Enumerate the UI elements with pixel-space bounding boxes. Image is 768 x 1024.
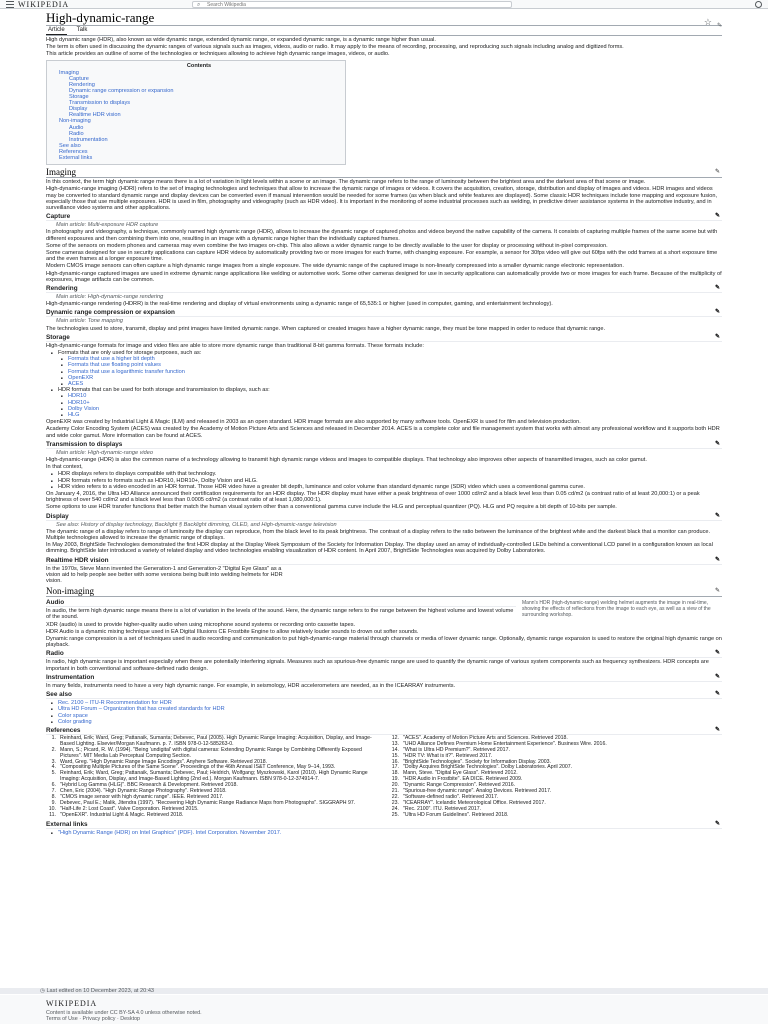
references-column-right [389, 736, 722, 819]
section-transmission [46, 441, 722, 449]
section-storage [46, 334, 722, 342]
top-bar [0, 0, 768, 9]
watch-star-icon[interactable]: ☆ [703, 17, 712, 27]
license-text: Content is available under CC BY-SA 4.0 unless otherwise noted. [46, 1010, 202, 1016]
edit-section-icon[interactable]: ✎ [714, 512, 720, 519]
reference-text: "Hybrid Log Gamma (HLG)". BBC Research & Development. Retrieved 2018. [60, 782, 238, 789]
reference-number[interactable]: 14. [391, 746, 399, 753]
section-heading: Non-imaging [46, 586, 94, 597]
intro-paragraph: The term is often used in discussing the dynamic ranges of various signals such as images, videos, audio or radio. It may apply to the means of recording, processing, and reproducing such signals including analog and digitized forms. [46, 44, 624, 51]
reference-number[interactable]: 3. [51, 758, 56, 765]
list-item[interactable]: ■ Ultra HD Forum – Organization that has created standards for HDR [46, 706, 722, 712]
list-item: ■ HDR formats that can be used for both storage and transmission to displays, such as: [46, 387, 722, 393]
search-input[interactable] [207, 2, 497, 7]
list-item: ■ HDR displays refers to displays compatible with that technology. [46, 471, 722, 477]
search-box[interactable] [192, 1, 512, 8]
toc-item[interactable]: Capture [69, 75, 89, 82]
menu-icon[interactable] [6, 1, 14, 8]
reference-number[interactable]: 12. [391, 734, 399, 741]
paragraph: Dynamic range compression is a set of techniques used in audio recording and communication to put high-dynamic-range material through channels or media of lower dynamic range. Optionally, dynamic range expansion is used to restore the original high dynamic range on playback. [46, 636, 722, 649]
tab-article[interactable]: Article [48, 27, 65, 33]
paragraph: XDR (audio) is used to provide higher-quality audio when using microphone sound systems or recording onto cassette tapes. [46, 621, 356, 628]
reference-text: "Dynamic Range Compression". Retrieved 2016. [403, 782, 516, 789]
reference-text: "What is Ultra HD Premium?". Retrieved 2017. [403, 746, 510, 753]
hatnote[interactable]: Main article: Multi-exposure HDR capture [56, 222, 159, 229]
edit-section-icon[interactable]: ✎ [714, 309, 720, 316]
last-edited-text: Last edited on 10 December 2023, at 20:43 [46, 988, 155, 994]
toc-item[interactable]: Dynamic range compression or expansion [69, 87, 174, 94]
reference-number[interactable]: 22. [391, 793, 399, 800]
edit-section-icon[interactable]: ✎ [714, 333, 720, 340]
hatnote[interactable]: See also: History of display technology, Backlight § Backlight dimming, OLED, and High-dynamic-range television [56, 521, 337, 528]
paragraph: Some options to use HDR transfer functions that better match the human visual system other than a conventional gamma curve include the HLG and perceptual quantizer (PQ). HLG and PQ require a bit depth of 10-bits per sample. [46, 504, 617, 511]
references-column-left [46, 736, 379, 819]
section-heading: Imaging [46, 167, 76, 178]
reference-text: Chen, Eric (2004). "High Dynamic Range Photography". Retrieved 2018. [60, 788, 227, 795]
section-display [46, 513, 722, 521]
edit-section-icon[interactable]: ✎ [714, 284, 720, 291]
reference-text: "Dolby Acquires BrightSide Technologies". Dolby Laboratories. April 2007. [403, 764, 573, 771]
reference-text: "Software-defined radio". Retrieved 2017. [403, 793, 499, 800]
reference-text: "Half-Life 2: Lost Coast". Valve Corporation. Retrieved 2015. [60, 805, 199, 812]
paragraph: High-dynamic-range imaging (HDRI) refers to the set of imaging technologies and techniques that allow to increase the dynamic range of images or videos. It covers the acquisition, creation, storage, distribution and display of images and videos. HDR images and videos may be converted to standard dynamic range and display devices can be converted even if manual intervention would be needed for some frames (as when black and white features are displayed). Some classic HDR techniques include tone mapping and exposure fusion, especially those that use multiple exposures. HDR is used in film, photography and videography (such as HDR video). It is important in the monitoring of some industrial processes such as welding, in predictive driver assistance systems in the automotive industry, and in surveillance video systems and other applications. [46, 186, 718, 211]
toc-title: Contents [186, 62, 212, 69]
paragraph: In photography and videography, a technique, commonly named high dynamic range (HDR), allows to increase the dynamic range of captured photos and videos beyond the native capability of the camera. It consists of capturing multiple frames of the same scene but with different exposures and then combining them into one, resulting in an image with a dynamic range higher than the individually captured frames. [46, 229, 718, 242]
reference-item [46, 736, 379, 748]
page-title: High-dynamic-range [46, 11, 722, 26]
reference-text: Mann, S.; Picard, R. W. (1994). "Being 'undigital' with digital cameras: Extending Dynamic Range by Combining Differently Exposed Pictures". MIT Media Lab Perceptual Computing Section. [60, 746, 362, 759]
list-item[interactable]: ■ Formats that use a higher bit depth [46, 356, 722, 362]
reference-number[interactable]: 2. [51, 746, 56, 753]
paragraph: Modern CMOS image sensors can often capture a high dynamic range images from a single exposure. The wide dynamic range of the captured image is non-linearly compressed into a smaller dynamic range electronic representation. [46, 263, 624, 270]
list-item[interactable]: ■ ACES [46, 381, 722, 387]
reference-number[interactable]: 1. [51, 734, 56, 741]
toc-item[interactable]: Storage [69, 94, 89, 101]
list-item[interactable]: ■ "High Dynamic Range (HDR) on Intel Graphics" (PDF). Intel Corporation. November 2017. [46, 830, 722, 836]
reference-text: "HDR TV: What is it?". Retrieved 2017. [403, 752, 493, 759]
reference-number[interactable]: 20. [391, 782, 399, 789]
toc-item[interactable]: Display [69, 106, 88, 113]
section-rendering [46, 285, 722, 293]
reference-number[interactable]: 16. [391, 758, 399, 765]
wikipedia-wordmark[interactable]: WIKIPEDIA [18, 0, 70, 9]
paragraph: OpenEXR was created by Industrial Light & Magic (ILM) and released in 2003 as an open standard. HDR image formats are also supported by many software tools. OpenEXR is used for film and television production. [46, 419, 581, 426]
edit-section-icon[interactable]: ✎ [714, 440, 720, 447]
reference-text: "Ultra HD Forum Guidelines". Retrieved 2018. [403, 811, 509, 818]
reference-text: "Rec. 2100". ITU. Retrieved 2017. [403, 805, 482, 812]
paragraph: In the 1970s, Steve Mann invented the Generation-1 and Generation-2 "Digital Eye Glass" as a vision aid to help people see better with some versions being built into welding helmets for HDR vision. [46, 565, 283, 585]
table-of-contents [46, 60, 346, 166]
paragraph: In audio, the term high dynamic range means there is a lot of variation in the levels of the sound. Here, the dynamic range refers to the range between the highest volume and lowest volume of the sound. [46, 608, 514, 621]
reference-number[interactable]: 19. [391, 776, 399, 783]
transmission-list [46, 471, 722, 490]
reference-text: Debevec, Paul E.; Malik, Jitendra (1997). "Recovering High Dynamic Range Radiance Maps from Photographs". SIGGRAPH 97. [60, 799, 356, 806]
paragraph: The dynamic range of a display refers to range of luminosity the display can reproduce, from the black level to its peak brightness. The contrast of a display refers to the ratio between the luminance of the brightest white and the darkest black that a monitor can produce. Multiple technologies allowed to increase the dynamic range of displays. [46, 528, 711, 542]
list-item: ■ HDR formats refers to formats such as HDR10, HDR10+, Dolby Vision and HLG. [46, 478, 722, 484]
section-heading: Instrumentation [46, 673, 95, 681]
paragraph: Some cameras designed for use in security applications can capture HDR videos by automatically providing two or more images for each frame, with changing exposure. For example, a sensor for 30fps video will give out 60fps with the odd frames at a short exposure time and the even frames at a longer exposure time. [46, 249, 718, 263]
toc-item[interactable]: References [59, 148, 88, 155]
toc-item[interactable]: Realtime HDR vision [69, 112, 121, 119]
reference-text: Mann, Steve. "Digital Eye Glass". Retrieved 2012. [403, 770, 518, 777]
section-heading: Display [46, 512, 69, 520]
paragraph: In this context, the term high dynamic range means there is a lot of variation in light levels within a scene or an image. The dynamic range refers to the range of luminosity between the brightest area and the darkest area of that scene or image. [46, 179, 646, 186]
section-heading: See also [46, 691, 72, 699]
reference-text: "Compositing Multiple Pictures of the Same Scene". Proceedings of the 46th Annual IS&T Conference, May 9–14, 1993. [60, 764, 336, 771]
hatnote[interactable]: Main article: High-dynamic-range video [56, 449, 154, 456]
edit-section-icon[interactable]: ✎ [714, 588, 720, 595]
hatnote[interactable]: Main article: High-dynamic-range rendering [56, 293, 164, 300]
section-external-links [46, 821, 722, 829]
section-references [46, 727, 722, 735]
reference-text: Reinhard, Erik; Ward, Greg; Pattanaik, Sumanta; Debevec, Paul; Heidrich, Wolfgang; Myszkowski, Karol (2010). High Dynamic Range Imaging: Acquisition, Display, and Image-Based Lighting (2nd ed.). Morgan Kaufmann. ISBN 978-0-12-374914-7. [60, 770, 368, 783]
list-item[interactable]: ■ HLG [46, 412, 722, 418]
paragraph: In that context, [46, 464, 83, 471]
list-item: ■ Formats that are only used for storage purposes, such as: [46, 350, 722, 356]
reference-text: "BrightSide Technologies". Society for Information Display. 2003. [403, 758, 551, 765]
toc-item[interactable]: Imaging [59, 69, 79, 76]
last-edited[interactable] [40, 987, 154, 995]
section-instrumentation [46, 674, 722, 682]
section-heading: Transmission to displays [46, 440, 123, 448]
paragraph: High-dynamic-range (HDR) is also the common name of a technology allowing to transmit high dynamic range videos and images to compatible displays. That technology also improves other aspects of transmitted images, such as color gamut. [46, 457, 647, 464]
paragraph: Academy Color Encoding System (ACES) was created by the Academy of Motion Picture Arts and Sciences and released in December 2014. ACES is a complete color and file management system that works with almost any professional workflow and it supports both HDR and wide color gamut. More information can be found at ACES. [46, 426, 720, 439]
toc-item[interactable]: Transmission to displays [69, 100, 131, 107]
edit-section-icon[interactable]: ✎ [714, 691, 720, 698]
reference-text: "HDR Audio in Frostbite". EA DICE. Retrieved 2009. [403, 776, 523, 783]
section-audio [46, 599, 516, 607]
reference-number[interactable]: 13. [391, 740, 399, 747]
list-item[interactable]: ■ Formats that use a logarithmic transfer function [46, 369, 722, 375]
reference-number[interactable]: 15. [391, 752, 399, 759]
section-heading: Radio [46, 650, 64, 658]
section-imaging [46, 167, 722, 178]
user-icon[interactable] [755, 1, 762, 8]
reference-number[interactable]: 5. [51, 770, 56, 777]
list-item[interactable]: ■ Dolby Vision [46, 406, 722, 412]
references-list [46, 736, 722, 819]
footer-wordmark: WIKIPEDIA [46, 999, 98, 1008]
image-caption: Mann's HDR (high-dynamic-range) welding helmet augments the image in real-time, showing the effects of reflections from the image to each eye, as well as a view of the surrounding workshop. [522, 600, 711, 618]
reference-number[interactable]: 6. [51, 782, 56, 789]
toc-item[interactable]: Audio [69, 124, 84, 131]
hatnote[interactable]: Main article: Tone mapping [56, 318, 123, 325]
section-heading: Storage [46, 333, 70, 341]
toc-item[interactable]: See also [59, 142, 81, 149]
paragraph: Some of the sensors on modern phones and cameras may even combine the two images on-chip. This also allows a wider dynamic range to be directly available to the user for display or processing without in-pixel compression. [46, 242, 608, 249]
paragraph: High-dynamic-range rendering (HDRR) is the real-time rendering and display of virtual environments using a dynamic range of 65,535:1 or higher (used in computer, gaming, and entertainment technology). [46, 301, 553, 308]
section-heading: Capture [46, 213, 71, 221]
reference-number[interactable]: 10. [48, 805, 56, 812]
reference-number[interactable]: 11. [49, 811, 56, 818]
section-heading: External links [46, 820, 88, 828]
paragraph: On January 4, 2016, the Ultra HD Alliance announced their certification requirements for an HDR display. The HDR display must have either a peak brightness of over 1000 cd/m2 and a black level less than 0.05 cd/m2 (a contrast ratio of at least 20,000:1) or a peak brightness of over 540 cd/m2 and a black level less than 0.0005 cd/m2 (a contrast ratio of at least 1,080,000:1). [46, 491, 700, 504]
edit-section-icon[interactable]: ✎ [714, 726, 720, 733]
toc-item[interactable]: External links [59, 155, 93, 162]
reference-number[interactable]: 24. [391, 805, 399, 812]
history-icon: ◷ [40, 988, 47, 994]
reference-text: "ACES". Academy of Motion Picture Arts and Sciences. Retrieved 2018. [403, 734, 568, 741]
toc-item[interactable]: Instrumentation [69, 136, 108, 143]
list-item: ■ HDR video refers to a video encoded in an HDR format. Those HDR video have a greater bit depth, luminance and color volume than standard dynamic range (SDR) video which uses a conventional gamma curve. [46, 484, 722, 490]
reference-text: Reinhard, Erik; Ward, Greg; Pattanaik, Sumanta; Debevec, Paul (2005). High Dynamic Range Imaging: Acquisition, Display, and Image-Based Lighting. Elsevier/Morgan Kaufmann. p. 7. ISBN 978-0-12-585263-0. [60, 734, 372, 747]
footer [0, 995, 768, 1024]
edit-section-icon[interactable]: ✎ [714, 213, 720, 220]
reference-number[interactable]: 7. [51, 788, 56, 795]
section-heading: Audio [46, 599, 65, 607]
list-item[interactable]: ■ Color space [46, 713, 722, 719]
reference-item [389, 813, 722, 819]
reference-number[interactable]: 4. [51, 764, 56, 771]
list-item[interactable]: ■ Color grading [46, 719, 722, 725]
section-heading: Dynamic range compression or expansion [46, 309, 175, 317]
edit-section-icon[interactable]: ✎ [714, 169, 720, 176]
section-heading: Rendering [46, 284, 78, 292]
reference-text: "UHD Alliance Defines Premium Home Entertainment Experience". Business Wire. 2016. [403, 740, 607, 747]
toc-item[interactable]: Rendering [69, 81, 95, 88]
edit-section-icon[interactable]: ✎ [714, 673, 720, 680]
reference-item [46, 748, 379, 760]
reference-number[interactable]: 18. [391, 770, 399, 777]
section-heading: References [46, 726, 81, 734]
article-content [46, 11, 722, 836]
list-item[interactable]: ■ Rec. 2100 – ITU-R Recommendation for HDR [46, 700, 722, 706]
paragraph: HDR Audio is a dynamic mixing technique used in EA Digital Illusions CE Frostbite Engine to allow relatively louder sounds to drown out softer sounds. [46, 628, 419, 635]
list-item[interactable]: ■ OpenEXR [46, 375, 722, 381]
edit-section-icon[interactable]: ✎ [714, 556, 720, 563]
list-item[interactable]: ■ HDR10 [46, 393, 722, 399]
reference-text: "CMOS image sensor with high dynamic range". IEEE. Retrieved 2017. [60, 793, 224, 800]
reference-number[interactable]: 23. [391, 799, 399, 806]
reference-text: "OpenEXR". Industrial Light & Magic. Retrieved 2018. [60, 811, 184, 818]
intro-paragraph: This article provides an outline of some of the technologies or techniques allowing to achieve high dynamic range images, videos, or audio. [46, 51, 390, 58]
edit-section-icon[interactable]: ✎ [714, 820, 720, 827]
section-heading: Realtime HDR vision [46, 556, 109, 564]
reference-number[interactable]: 21. [391, 788, 399, 795]
paragraph: High-dynamic-range captured images are used in extreme dynamic range applications like welding or automotive work. Some other cameras designed for use in security applications can automatically provide two or more images for each frame. Because of the multiplicity of exposures, image artifacts can be common. [46, 270, 722, 283]
search-icon: ⌕ [197, 2, 201, 8]
reference-text: "ICEARRAY". Icelandic Meteorological Office. Retrieved 2017. [403, 799, 546, 806]
section-radio [46, 650, 722, 658]
section-compression [46, 309, 722, 317]
list-item[interactable]: ■ HDR10+ [46, 400, 722, 406]
footer-links[interactable]: Terms of Use · Privacy policy · Desktop [46, 1016, 141, 1022]
section-realtime [46, 557, 722, 565]
reference-text: Ward, Greg. "High Dynamic Range Image Encodings". Anyhere Software. Retrieved 2018. [60, 758, 268, 765]
external-links-list [46, 830, 722, 836]
toc-item[interactable]: Non-imaging [59, 118, 91, 125]
edit-section-icon[interactable]: ✎ [714, 650, 720, 657]
paragraph: In radio, high dynamic range is important especially when there are potentially interfering signals. Measures such as spurious-free dynamic range are used to quantify the dynamic range of various system components such as frequency synthesizers. HDR concepts are important in both conventional and software-defined radio design. [46, 659, 709, 672]
paragraph: In many fields, instruments need to have a very high dynamic range. For example, in seismology, HDR accelerometers are needed, as in the ICEARRAY instruments. [46, 682, 456, 689]
edit-icon[interactable]: ✎ [716, 23, 722, 29]
reference-item [46, 813, 379, 819]
tab-talk[interactable]: Talk [76, 27, 88, 33]
intro-paragraph: High dynamic range (HDR), also known as wide dynamic range, extended dynamic range, or expanded dynamic range, is a dynamic range higher than usual. [46, 37, 436, 43]
reference-text: "Spurious-free dynamic range". Analog Devices. Retrieved 2017. [403, 788, 552, 795]
reference-number[interactable]: 8. [51, 793, 56, 800]
toc-item[interactable]: Radio [69, 130, 84, 137]
list-item[interactable]: ■ Formats that use floating point values [46, 362, 722, 368]
paragraph: High-dynamic-range formats for image and video files are able to store more dynamic range than traditional 8-bit gamma formats. These formats include: [46, 342, 424, 349]
paragraph: In May 2003, BrightSide Technologies demonstrated the first HDR display at the Display Week Symposium of the Society for Information Display. The display used an array of individually-controlled LEDs behind a conventional LCD panel in a configuration known as local dimming. BrightSide later introduced a variety of related display and video technologies enabling visualization of HDR content. In April 2007, BrightSide Technologies was acquired by Dolby Laboratories. [46, 542, 713, 555]
paragraph: The technologies used to store, transmit, display and print images have limited dynamic range. When captured or created images have a higher dynamic range, they must be tone mapped in order to reduce that dynamic range. [46, 325, 606, 332]
storage-list [46, 350, 722, 418]
section-capture [46, 213, 722, 221]
reference-number[interactable]: 9. [51, 799, 56, 806]
reference-number[interactable]: 25. [391, 811, 399, 818]
reference-number[interactable]: 17. [391, 764, 399, 771]
section-see-also [46, 691, 722, 699]
see-also-list [46, 700, 722, 725]
section-non-imaging [46, 586, 722, 597]
